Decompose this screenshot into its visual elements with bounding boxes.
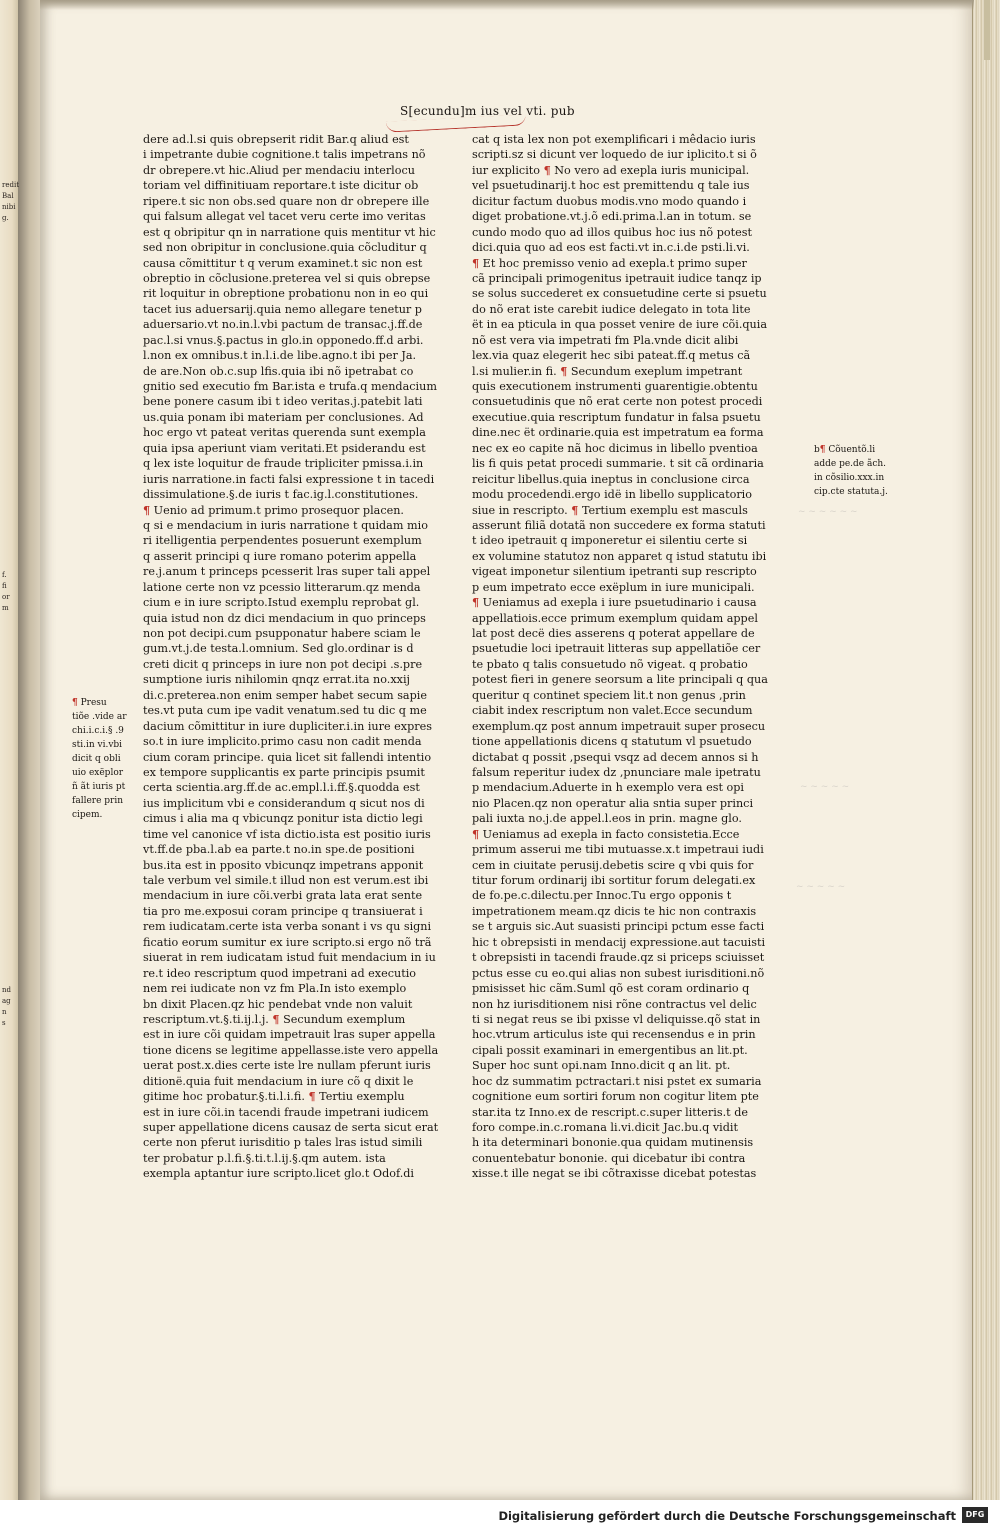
text-line: vigeat imponetur silentium ipetranti sup rescripto xyxy=(472,565,757,579)
paragraph-mark: ¶ xyxy=(543,162,551,177)
page-fore-edge xyxy=(972,0,1000,1500)
paragraph-mark: ¶ xyxy=(472,826,480,841)
text-line: quia ipsa aperiunt viam veritati.Et psiderandu est xyxy=(143,441,426,455)
text-line: bus.ita est in pposito vbicunqz impetrans apponit xyxy=(143,858,424,872)
text-line: Super hoc sunt opi.nam Inno.dicit q an lit. pt. xyxy=(472,1059,731,1073)
text-line: sumptione iuris nihilomin qnqz errat.ita no.xxij xyxy=(143,673,411,687)
text-line: creti dicit q princeps in iure non pot decipi .s.pre xyxy=(143,657,423,671)
text-line: exemplum.qz post annum impetrauit super prosecu xyxy=(472,719,766,733)
text-line: xisse.t ille negat se ibi cõtraxisse dicebat potestas xyxy=(472,1167,757,1181)
text-line: iuris narratione.in facti falsi expressione t in tacedi xyxy=(143,472,435,486)
text-line: quis executionem instrumenti guarentigie.obtentu xyxy=(472,380,758,393)
text-line: pac.l.si vnus.§.pactus in glo.in opponedo.ff.d arbi. xyxy=(143,333,424,347)
margin-note-line: chi.i.c.i.§ .9 xyxy=(72,726,124,736)
paragraph-mark: ¶ xyxy=(819,445,826,455)
margin-note-line: dicit q obli xyxy=(72,754,121,764)
text-line: h ita determinari bononie.qua quidam mutinensis xyxy=(472,1136,754,1150)
text-line: q asserit principi q iure romano poterim appella xyxy=(143,549,417,563)
text-line: dacium cõmittitur in iure dupliciter.i.in iure expres xyxy=(143,719,432,733)
text-line: rem iudicatam.certe ista verba sonant i vs qu signi xyxy=(143,920,432,934)
text-line: time vel canonice vf ista dictio.ista est positio iuris xyxy=(143,827,431,841)
margin-note-line: b¶ Cõuentõ.li xyxy=(814,445,876,455)
text-line: super appellatione dicens causaz de serta sicut erat xyxy=(143,1121,439,1134)
text-line: dissimulatione.§.de iuris t fac.ig.l.constitutiones. xyxy=(143,488,419,502)
text-line: l.non ex omnibus.t in.l.i.de libe.agno.t ibi per Ja. xyxy=(143,349,417,363)
paragraph-mark: ¶ xyxy=(72,698,78,708)
text-line: se t arguis sic.Aut suasisti principi pctum esse facti xyxy=(472,920,765,934)
text-line: tes.vt puta cum ipe vadit venatum.sed tu dic q me xyxy=(143,704,427,718)
text-line: de fo.pe.c.dilectu.per Innoc.Tu ergo opponis t xyxy=(472,889,732,903)
text-line: non pot decipi.cum psupponatur habere sciam le xyxy=(143,627,421,640)
text-line: pali iuxta no.j.de appel.l.eos in prin. magne glo. xyxy=(472,812,742,826)
text-line: ¶ Uenio ad primum.t primo prosequor placen. xyxy=(143,502,404,517)
text-line: aduersario.vt no.in.l.vbi pactum de transac.j.ff.de xyxy=(143,318,423,332)
margin-note-line: cip.cte statuta.j. xyxy=(814,487,888,497)
show-through-text: ~ ~ ~ ~ ~ ~ xyxy=(798,507,858,517)
text-line: rit loquitur in obreptione probationu non in eo qui xyxy=(143,287,429,301)
text-line: bene ponere casum ibi t ideo veritas.j.patebit lati xyxy=(143,395,423,409)
text-line: qui falsum allegat vel tacet veru certe imo veritas xyxy=(143,210,426,224)
paragraph-mark: ¶ xyxy=(472,255,480,270)
text-line: do nõ erat iste carebit iudice delegato in tota lite xyxy=(472,302,751,316)
margin-note-line: ñ ãt iuris pt xyxy=(72,782,126,792)
gutter-fragment-lower: f. fi or m xyxy=(2,571,10,612)
text-line: scripti.sz si dicunt ver loquedo de iur iplicito.t si õ xyxy=(472,148,757,162)
text-line: dictabat q possit ,psequi vsqz ad decem annos si h xyxy=(472,750,759,764)
gutter-fragment-upper: redit Bal nibi g. xyxy=(2,181,20,222)
text-line: nõ est vera via impetrati fm Pla.vnde dicit alibi xyxy=(472,333,739,347)
text-line: re.t ideo rescriptum quod impetrani ad executio xyxy=(143,966,417,980)
text-line: siuerat in rem iudicatam istud fuit mendacium in iu xyxy=(143,951,436,965)
text-line: tia pro me.exposui coram principe q transiuerat i xyxy=(143,904,423,918)
margin-note-line: in cõsilio.xxx.in xyxy=(814,473,885,483)
margin-note-line: uio exëplor xyxy=(72,768,124,778)
text-line: cem in ciuitate perusij.debetis scire q vbi quis for xyxy=(472,858,754,872)
text-line: ciabit index rescriptum non valet.Ecce secundum xyxy=(472,704,753,718)
text-line: tale verbum vel simile.t illud non est verum.est ibi xyxy=(143,874,429,887)
text-line: certe non pferut iurisditio p tales lras istud simili xyxy=(143,1136,423,1150)
text-column-left xyxy=(143,132,441,1182)
text-line: asserunt filiã dotatã non succedere ex forma statuti xyxy=(472,518,766,532)
text-line: lis fi quis petat procedi summarie. t sit cã ordinaria xyxy=(472,457,764,471)
text-line: hoc dz summatim pctractari.t nisi pstet ex sumaria xyxy=(472,1074,762,1088)
margin-note-line: ¶ Presu xyxy=(72,698,107,708)
text-line: latione certe non vz pcessio litterarum.qz menda xyxy=(143,580,421,594)
show-through-text: ~ ~ ~ ~ ~ xyxy=(800,782,850,792)
text-line: falsum reperitur iudex dz ,pnunciare male ipetratu xyxy=(472,765,761,779)
text-line: est in iure cõi.in tacendi fraude impetrani iudicem xyxy=(143,1105,429,1119)
text-line: dr obrepere.vt hic.Aliud per mendaciu interlocu xyxy=(143,163,415,177)
text-line: nem rei iudicate non vz fm Pla.In isto exemplo xyxy=(143,982,407,996)
text-line: t ideo ipetrauit q imponeretur ei silentiu certe si xyxy=(472,534,748,548)
paragraph-mark: ¶ xyxy=(272,1011,280,1026)
gutter-fragment-bottom: nd ag n s xyxy=(2,986,11,1027)
text-line: hic t obrepsisti in mendacij expressione.aut tacuisti xyxy=(472,935,766,949)
text-line: obreptio in cõclusione.preterea vel si quis obrepse xyxy=(143,271,431,285)
text-line: gitime hoc probatur.§.ti.l.i.fi. ¶ Tertiu exemplu xyxy=(143,1089,405,1104)
text-line: diget probatione.vt.j.õ edi.prima.l.an in totum. se xyxy=(472,210,752,224)
text-line: reicitur libellus.quia ineptus in conclusione circa xyxy=(472,472,750,486)
text-line: cognitione eum sortiri forum non cogitur litem pte xyxy=(472,1090,759,1104)
text-line: i impetrante dubie cognitione.t talis impetrans nõ xyxy=(143,148,426,162)
text-line: cium coram principe. quia licet sit fallendi intentio xyxy=(143,750,432,764)
text-line: se solus succederet ex consuetudine certe si psuetu xyxy=(472,287,767,301)
text-line: bn dixit Placen.qz hic pendebat vnde non valuit xyxy=(143,997,413,1011)
text-line: t obrepsisti in tacendi fraude.qz si priceps sciuisset xyxy=(472,951,765,965)
paragraph-mark: ¶ xyxy=(143,502,151,517)
text-line: certa scientia.arg.ff.de ac.empl.l.i.ff.§.quodda est xyxy=(143,781,420,795)
text-line: cundo modo quo ad illos quibus hoc ius nõ potest xyxy=(472,225,752,239)
text-line: dicitur factum duobus modis.vno modo quando i xyxy=(472,194,747,208)
text-line: queritur q continet speciem lit.t non genus ,prin xyxy=(472,688,746,702)
text-line: tione appellationis dicens q statutum vl psuetudo xyxy=(472,735,752,749)
text-line: star.ita tz Inno.ex de rescript.c.super litteris.t de xyxy=(472,1105,748,1119)
text-line: conuentebatur bononie. qui dicebatur ibi contra xyxy=(472,1151,746,1165)
text-line: cipali possit examinari in emergentibus an lit.pt. xyxy=(472,1043,748,1057)
paragraph-mark: ¶ xyxy=(308,1089,316,1104)
text-line: dici.quia quo ad eos est facti.vt in.c.i.de psti.li.vi. xyxy=(472,241,750,255)
margin-note-line: fallere prin xyxy=(72,796,124,806)
text-line: cimus i alia ma q vbicunqz ponitur ista dictio legi xyxy=(143,812,423,826)
text-column-right xyxy=(472,132,772,1182)
text-line: lex.via quaz elegerit hec sibi pateat.ff.q metus cã xyxy=(472,349,751,363)
text-line: ex volumine statutoz non apparet q istud statutu ibi xyxy=(472,549,767,563)
text-line: ¶ Ueniamus ad exepla in facto consistetia.Ecce xyxy=(472,826,740,841)
text-line: so.t in iure implicito.primo casu non cadit menda xyxy=(143,735,422,749)
text-line: ius implicitum vbi e considerandum q sicut nos di xyxy=(143,796,425,810)
text-line: nio Placen.qz non operatur alia sntia super princi xyxy=(472,796,754,810)
paragraph-mark: ¶ xyxy=(472,595,480,610)
margin-note-right xyxy=(814,443,888,499)
text-line: ¶ Ueniamus ad exepla i iure psuetudinario i causa xyxy=(472,595,757,610)
text-line: tacet ius aduersarij.quia nemo allegare tenetur p xyxy=(143,302,422,316)
text-line: di.c.preterea.non enim semper habet secum sapie xyxy=(143,688,427,702)
text-line: gum.vt.j.de testa.l.omnium. Sed glo.ordinar is d xyxy=(143,642,414,656)
text-line: gnitio sed executio fm Bar.ista e trufa.q mendacium xyxy=(143,380,437,393)
text-line: iur explicito ¶ No vero ad exepla iuris municipal. xyxy=(472,162,750,177)
text-line: vel psuetudinarij.t hoc est premittendu q tale ius xyxy=(472,179,750,193)
text-line: mendacium in iure cõi.verbi grata lata erat sente xyxy=(143,889,423,903)
text-line: ri itelligentia perpendentes posuerunt exemplum xyxy=(143,534,422,548)
text-line: cat q ista lex non pot exemplificari i mêdacio iuris xyxy=(472,133,756,146)
paragraph-mark: ¶ xyxy=(571,502,579,517)
text-line: est q obripitur qn in narratione quis mentitur vt hic xyxy=(143,225,436,239)
text-line: ¶ Et hoc premisso venio ad exepla.t primo super xyxy=(472,255,747,270)
text-line: ti si negat reus se ibi pxisse vl deliquisse.qõ stat in xyxy=(472,1012,761,1026)
text-line: ët in ea pticula in qua posset venire de iure cõi.quia xyxy=(472,318,767,332)
text-line: ficatio eorum sumitur ex iure scripto.si ergo nõ trã xyxy=(143,935,432,949)
dfg-logo: DFG xyxy=(962,1507,988,1523)
running-head: S[ecundu]m ius vel vti. pub xyxy=(400,104,575,118)
show-through-text: ~ ~ ~ ~ ~ xyxy=(796,882,846,892)
text-line: te pbato q talis consuetudo nõ vigeat. q probatio xyxy=(472,657,748,671)
margin-note-line: adde pe.de ãch. xyxy=(814,459,887,469)
text-line: re.j.anum t princeps pcesserit lras super tali appel xyxy=(143,565,431,579)
text-line: ditionë.quia fuit mendacium in iure cõ q dixit le xyxy=(143,1074,414,1088)
text-line: est in iure cõi quidam impetrauit lras super appella xyxy=(143,1028,436,1042)
text-line: cã principali primogenitus ipetrauit iudice tanqz ip xyxy=(472,271,762,285)
text-line: toriam vel diffinitiuam reportare.t iste dicitur ob xyxy=(143,179,419,193)
paragraph-mark: ¶ xyxy=(560,363,568,378)
text-line: hoc ergo vt pateat veritas querenda sunt exempla xyxy=(143,426,426,440)
text-line: causa cõmittitur t q verum examinet.t sic non est xyxy=(143,256,423,270)
page-top-shadow xyxy=(40,0,974,10)
left-page-edge xyxy=(0,0,20,1500)
text-line: us.quia ponam ibi materiam per conclusiones. Ad xyxy=(143,410,424,424)
text-line: ter probatur p.l.fi.§.ti.t.l.ij.§.qm autem. ista xyxy=(143,1151,386,1165)
margin-note-left xyxy=(72,696,127,822)
text-line: nec ex eo capite nã hoc dicimus in libello pventioa xyxy=(472,441,758,455)
text-line: ripere.t sic non obs.sed quare non dr obrepere ille xyxy=(143,194,430,208)
text-line: appellatiois.ecce primum exemplum quidam appel xyxy=(472,611,758,625)
text-line: dere ad.l.si quis obrepserit ridit Bar.q aliud est xyxy=(143,133,409,146)
text-line: consuetudinis que nõ erat certe non potest procedi xyxy=(472,395,763,409)
text-line: de are.Non ob.c.sup lfis.quia ibi nõ ipetrabat co xyxy=(143,364,414,378)
text-line: non hz iurisditionem nisi rõne contractus vel delic xyxy=(472,997,757,1011)
text-line: vt.ff.de pba.l.ab ea parte.t no.in spe.de positioni xyxy=(143,843,415,857)
text-line: impetrationem meam.qz dicis te hic non contraxis xyxy=(472,904,757,918)
text-line: q lex iste loquitur de fraude tripliciter pmissa.i.in xyxy=(143,457,424,471)
text-line: foro compe.in.c.romana li.vi.dicit Jac.bu.q vidit xyxy=(472,1121,738,1134)
text-line: tione dicens se legitime appellasse.iste vero appella xyxy=(143,1043,439,1057)
text-line: q si e mendacium in iuris narratione t quidam mio xyxy=(143,518,428,532)
text-line: dine.nec ët ordinarie.quia est impetratum ea forma xyxy=(472,426,764,440)
text-line: ex tempore supplicantis ex parte principis psumit xyxy=(143,765,425,779)
margin-note-line: cipem. xyxy=(72,810,103,820)
text-line: modu procedendi.ergo idë in libello supplicatorio xyxy=(472,488,752,502)
text-line: titur forum ordinarij ibi sortitur forum delegati.ex xyxy=(472,874,756,887)
page-tab xyxy=(984,0,990,60)
text-line: cium e in iure scripto.Istud exemplu reprobat gl. xyxy=(143,596,420,610)
text-line: hoc.vtrum articulus iste qui recensendus e in prin xyxy=(472,1028,756,1042)
text-line: uerat post.x.dies certe iste lre nullam pferunt iuris xyxy=(143,1059,431,1073)
text-line: exempla aptantur iure scripto.licet glo.t Odof.di xyxy=(143,1167,415,1181)
text-line: potest fieri in genere seorsum a lite principali q qua xyxy=(472,673,768,687)
text-line: pctus esse cu eo.qui alias non subest iurisditioni.nõ xyxy=(472,966,765,980)
margin-note-line: tiõe .vide ar xyxy=(72,712,127,722)
margin-note-line: sti.in vi.vbi xyxy=(72,740,123,750)
text-line: primum asserui me tibi mutuasse.x.t impetraui iudi xyxy=(472,843,764,857)
text-line: l.si mulier.in fi. ¶ Secundum exeplum impetrant xyxy=(472,363,743,378)
text-line: siue in rescripto. ¶ Tertium exemplu est masculs xyxy=(472,502,748,517)
text-line: executiue.quia rescriptum fundatur in falsa psuetu xyxy=(472,410,761,424)
text-line: lat post decë dies asserens q poterat appellare de xyxy=(472,627,755,640)
text-line: quia istud non dz dici mendacium in quo princeps xyxy=(143,611,426,625)
text-line: pmisisset hic cãm.Suml qõ est coram ordinario q xyxy=(472,982,750,996)
text-line: psuetudie loci ipetrauit litteras sup appellatiõe cer xyxy=(472,642,761,656)
text-line: rescriptum.vt.§.ti.ij.l.j. ¶ Secundum exemplum xyxy=(143,1011,406,1026)
footer-credit: Digitalisierung gefördert durch die Deutsche Forschungsgemeinschaft xyxy=(498,1509,956,1523)
text-line: sed non obripitur in conclusione.quia cõcluditur q xyxy=(143,241,427,255)
text-line: p mendacium.Aduerte in h exemplo vera est opi xyxy=(472,781,744,795)
text-line: p eum impetrato ecce exëplum in iure municipali. xyxy=(472,580,755,594)
